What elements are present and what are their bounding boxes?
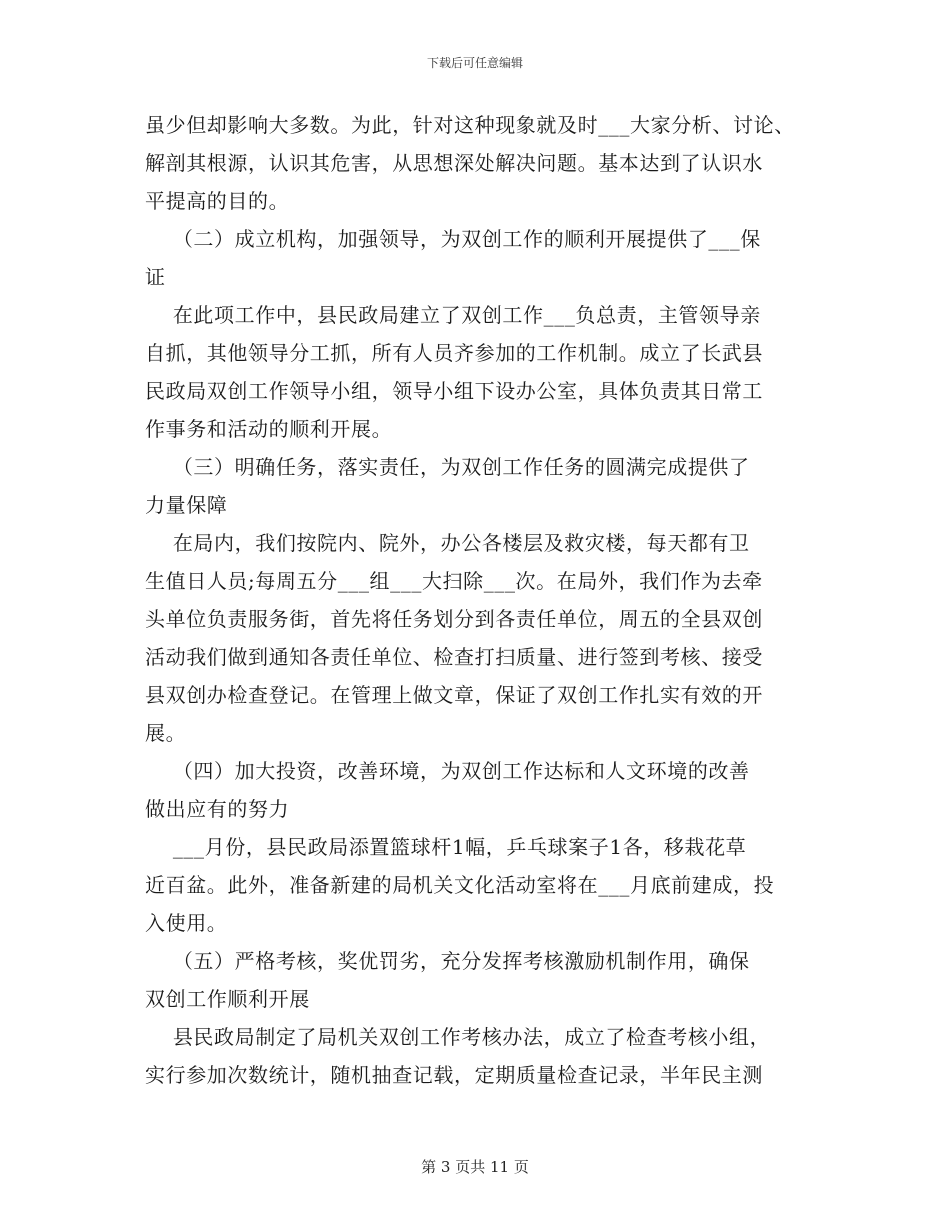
text-line: 虽少但却影响大多数。为此，针对这种现象就及时___大家分析、讨论、 xyxy=(145,113,795,137)
section-heading-line: （五）严格考核，奖优罚劣，充分发挥考核激励机制作用，确保 xyxy=(145,949,750,973)
text-line: 近百盆。此外，准备新建的局机关文化活动室将在___月底前建成，投 xyxy=(145,873,775,897)
text-line: 展。 xyxy=(145,721,187,745)
text-line: 作事务和活动的顺利开展。 xyxy=(145,417,393,441)
section-heading-line: （四）加大投资，改善环境，为双创工作达标和人文环境的改善 xyxy=(145,759,750,783)
text-line: 生值日人员;每周五分___组___大扫除___次。在局外，我们作为去牵 xyxy=(145,569,763,593)
text-line: ___月份，县民政局添置篮球杆1幅，乒乓球案子1各，移栽花草 xyxy=(145,835,747,859)
text-line: 入使用。 xyxy=(145,911,228,935)
text-line: 自抓，其他领导分工抓，所有人员齐参加的工作机制。成立了长武县 xyxy=(145,341,763,365)
section-heading-line: （二）成立机构，加强领导，为双创工作的顺利开展提供了___保 xyxy=(145,227,761,251)
text-line: 头单位负责服务街，首先将任务划分到各责任单位，周五的全县双创 xyxy=(145,607,763,631)
text-line: 活动我们做到通知各责任单位、检查打扫质量、进行签到考核、接受 xyxy=(145,645,763,669)
section-heading-line: （三）明确任务，落实责任，为双创工作任务的圆满完成提供了 xyxy=(145,455,750,479)
text-line: 县民政局制定了局机关双创工作考核办法，成立了检查考核小组， xyxy=(145,1025,771,1049)
document-body xyxy=(145,106,805,1094)
text-line: 实行参加次数统计，随机抽查记载，定期质量检查记录，半年民主测 xyxy=(145,1063,763,1087)
section-heading-line: 力量保障 xyxy=(145,493,228,517)
text-line: 民政局双创工作领导小组，领导小组下设办公室，具体负责其日常工 xyxy=(145,379,763,403)
page-header: 下载后可任意编辑 xyxy=(426,56,523,70)
section-heading-line: 证 xyxy=(145,265,166,289)
section-heading-line: 双创工作顺利开展 xyxy=(145,987,310,1011)
text-line: 县双创办检查登记。在管理上做文章，保证了双创工作扎实有效的开 xyxy=(145,683,763,707)
text-line: 在局内，我们按院内、院外，办公各楼层及救灾楼，每天都有卫 xyxy=(145,531,750,555)
text-line: 解剖其根源，认识其危害，从思想深处解决问题。基本达到了认识水 xyxy=(145,151,763,175)
text-line: 平提高的目的。 xyxy=(145,189,290,213)
section-heading-line: 做出应有的努力 xyxy=(145,797,290,821)
page-footer: 第 3 页共 11 页 xyxy=(421,1158,529,1176)
text-line: 在此项工作中，县民政局建立了双创工作___负总责，主管领导亲 xyxy=(145,303,761,327)
